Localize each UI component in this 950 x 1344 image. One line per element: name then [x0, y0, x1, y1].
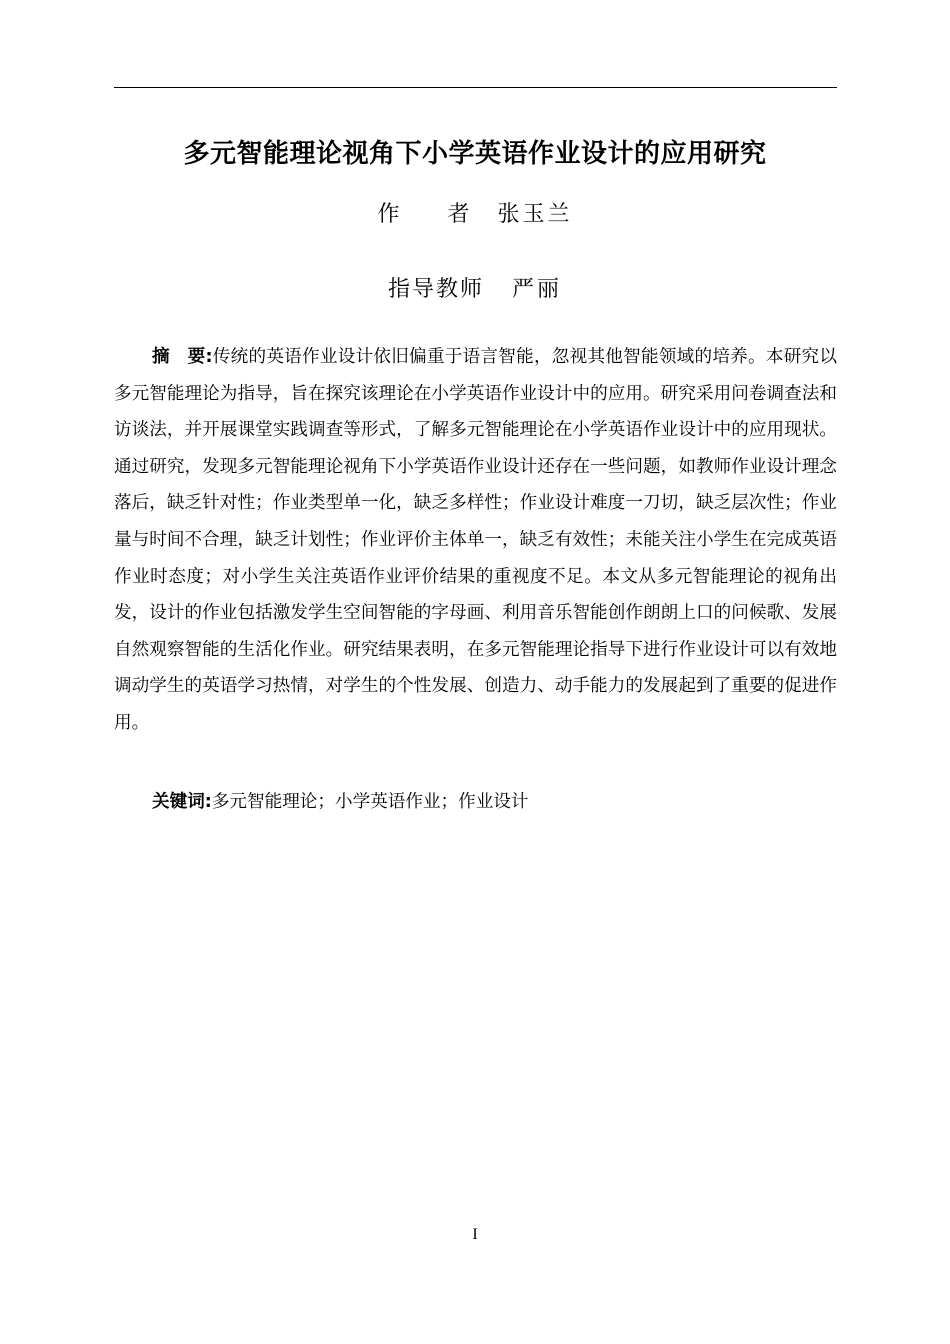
author-label-2: 者 [447, 202, 470, 227]
paper-title: 多元智能理论视角下小学英语作业设计的应用研究 [183, 139, 767, 169]
keywords-label: 关键词: [152, 792, 212, 812]
page-number: I [472, 1226, 478, 1243]
author-line [0, 200, 950, 230]
advisor-label: 指导教师 [387, 277, 484, 302]
advisor-name: 严丽 [512, 277, 563, 302]
author-name: 张玉兰 [497, 202, 573, 227]
keywords [114, 786, 837, 818]
keywords-text: 多元智能理论；小学英语作业；作业设计 [211, 792, 529, 812]
abstract-label: 摘 要: [152, 347, 213, 367]
author-label-1: 作 [377, 202, 400, 227]
abstract-text: 传统的英语作业设计依旧偏重于语言智能，忽视其他智能领域的培养。本研究以多元智能理论为指导，旨在探究该理论在小学英语作业设计中的应用。研究采用问卷调查法和访谈法，并开展课堂实践调查等形式，了解多元智能理论在小学英语作业设计中的应用现状。通过研究，发现多元智能理论视角下小学英语作业设计还存在一些问题，如教师作业设计理念落后，缺乏针对性；作业类型单一化，缺乏多样性；作业设计难度一刀切，缺乏层次性；作业量与时间不合理，缺乏计划性；作业评价主体单一，缺乏有效性；未能关注小学生在完成英语作业时态度；对小学生关注英语作业评价结果的重视度不足。本文从多元智能理论的视角出发，设计的作业包括激发学生空间智能的字母画、利用音乐智能创作朗朗上口的问候歌、发展自然观察智能的生活化作业。研究结果表明，在多元智能理论指导下进行作业设计可以有效地调动学生的英语学习热情，对学生的个性发展、创造力、动手能力的发展起到了重要的促进作用。 [114, 347, 837, 733]
advisor-line [0, 275, 950, 305]
abstract [114, 339, 837, 742]
header-rule [114, 87, 837, 88]
